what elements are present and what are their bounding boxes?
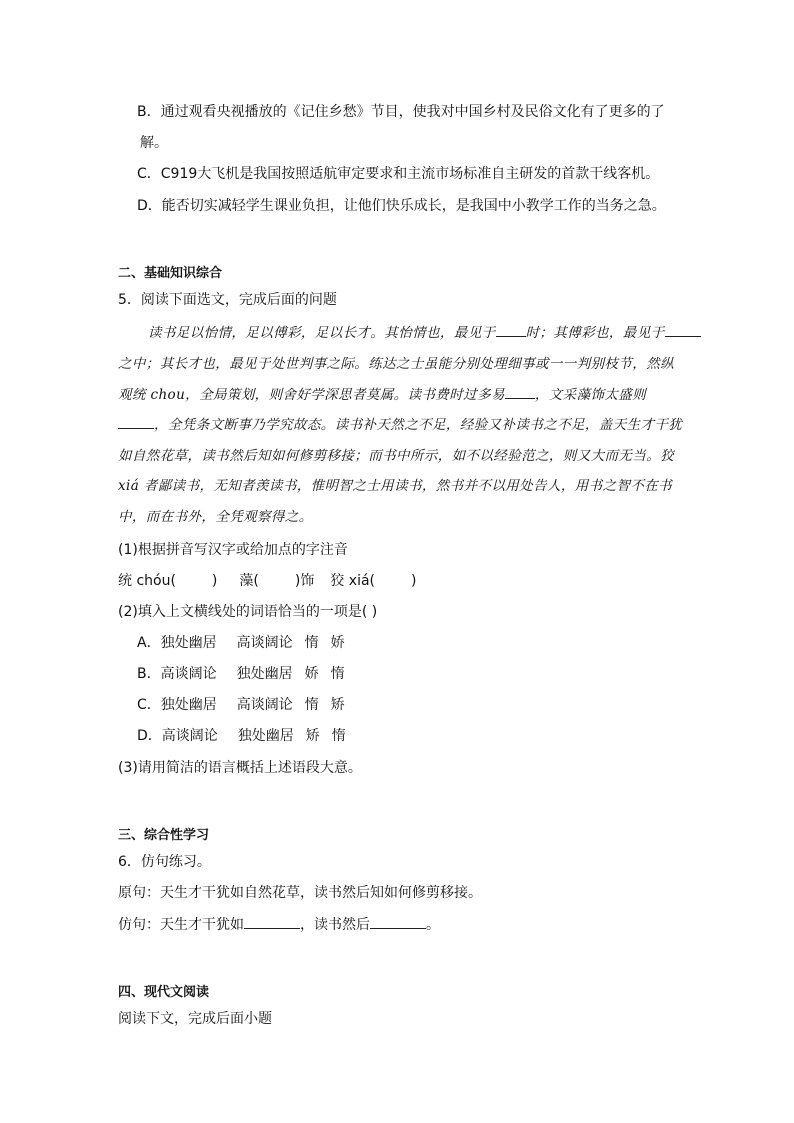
q4-option-d: D．能否切实减轻学生课业负担，让他们快乐成长，是我国中小教学工作的当务之急。	[137, 198, 666, 214]
choice-a[interactable]: A．独处幽居 高谈阔论 惰 娇	[137, 635, 345, 651]
blank-2[interactable]	[665, 322, 701, 337]
blank-3[interactable]	[505, 384, 535, 399]
original-sentence: 原句：天生才干犹如自然花草，读书然后知如何修剪移接。	[118, 885, 482, 901]
blank-1[interactable]	[496, 322, 526, 337]
passage-line-4: ，全凭条文断事乃学究故态。读书补天然之不足，经验又补读书之不足，盖天生才干犹	[118, 414, 682, 435]
section4-intro: 阅读下文，完成后面小题	[118, 1011, 272, 1027]
section2-heading: 二、基础知识综合	[118, 266, 223, 281]
sub-question-1-items: 统 chóu( ) 藻( )饰 狡 xiá( )	[118, 573, 417, 589]
passage-line-6: xiá 者鄙读书，无知者羡读书，惟明智之士用读书，然书并不以用处告人，用书之智不在书	[118, 478, 673, 494]
choice-c[interactable]: C．独处幽居 高谈阔论 惰 矫	[137, 697, 345, 713]
sub-question-1: (1)根据拼音写汉字或给加点的字注音	[118, 542, 348, 558]
q4-option-c: C．C919大飞机是我国按照适航审定要求和主流市场标准自主研发的首款干线客机。	[137, 166, 660, 182]
q5-title: 5．阅读下面选文，完成后面的问题	[118, 292, 337, 308]
q6-title: 6．仿句练习。	[118, 854, 211, 870]
passage-line-5: 如自然花草，读书然后知如何修剪移接；而书中所示，如不以经验范之，则又大而无当。狡	[118, 448, 674, 464]
passage-line-1: 读书足以怡情，足以傅彩，足以长才。其怡情也，最见于 时；其傅彩也，最见于	[148, 322, 701, 343]
choice-d[interactable]: D．高谈阔论 独处幽居 矫 惰	[137, 728, 346, 744]
imitation-blank-1[interactable]	[244, 914, 300, 929]
blank-4[interactable]	[118, 414, 154, 429]
imitation-blank-2[interactable]	[370, 914, 426, 929]
passage-line-7: 中，而在书外，全凭观察得之。	[118, 509, 313, 525]
passage-line-2: 之中；其长才也，最见于处世判事之际。练达之士虽能分别处理细事或一一判别枝节，然纵	[118, 356, 674, 372]
sub-question-3: (3)请用简洁的语言概括上述语段大意。	[118, 760, 362, 776]
section4-heading: 四、现代文阅读	[118, 985, 210, 1000]
q4-option-b-line2: 解。	[140, 135, 168, 151]
imitation-sentence: 仿句：天生才干犹如 ，读书然后 。	[118, 914, 440, 935]
section3-heading: 三、综合性学习	[118, 828, 210, 843]
sub-question-2: (2)填入上文横线处的词语恰当的一项是( )	[118, 604, 378, 620]
q4-option-b-line1: B．通过观看央视播放的《记住乡愁》节目，使我对中国乡村及民俗文化有了更多的了	[137, 104, 665, 120]
passage-line-3: 观统 chou，全局策划，则舍好学深思者莫属。读书费时过多易 ，文采藻饰太盛则	[118, 384, 646, 405]
choice-b[interactable]: B．高谈阔论 独处幽居 娇 惰	[137, 666, 345, 682]
